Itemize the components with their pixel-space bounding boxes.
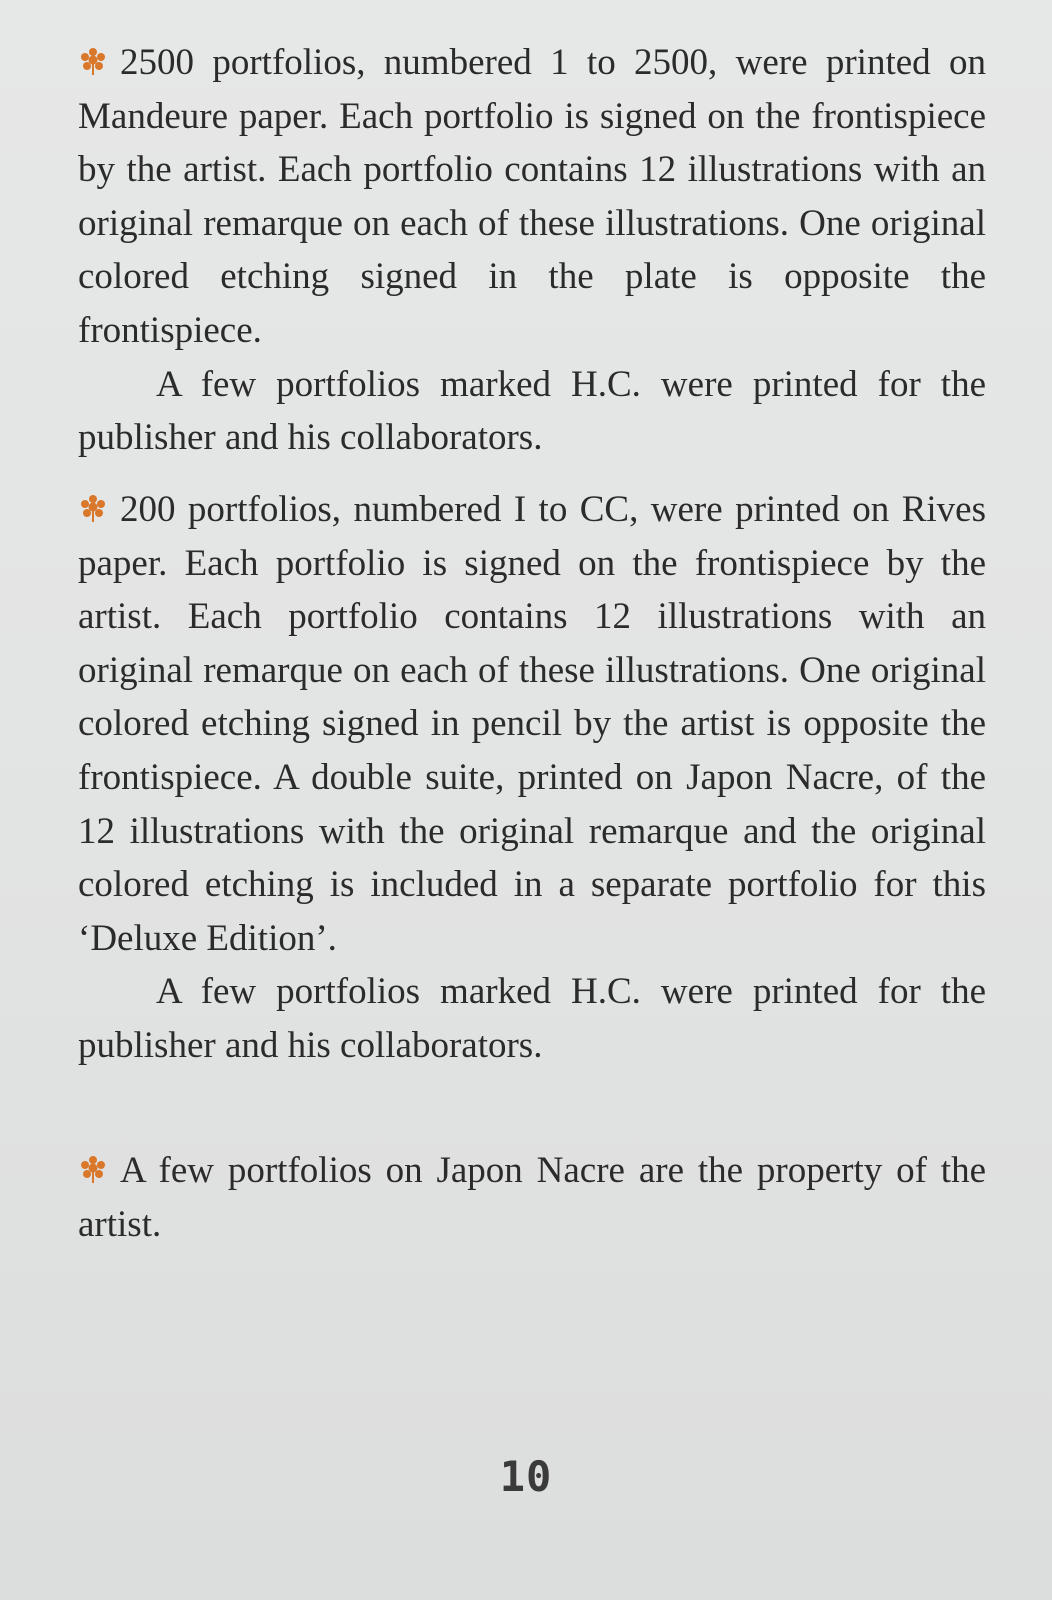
section-text: 200 portfolios, numbered I to CC, were printed on Rives paper. Each portfolio is signed on the frontispiece by the artist. Each portfolio contains 12 illustrations with an original remarque on each of these illustrations. One original colored etching signed in pencil by the artist is opposite the frontispiece. A double suite, printed on Japon Nacre, of the 12 illustrations with the original remarque and the original colored etching is included in a separate portfolio for this ‘Deluxe Edition’.: [78, 489, 986, 959]
section-text: A few portfolios on Japon Nacre are the property of the artist.: [78, 1150, 986, 1245]
edition-section-mandeure: [78, 36, 986, 465]
section-note: A few portfolios marked H.C. were printed for the publisher and his collaborators.: [78, 363, 986, 459]
page-number: 10: [499, 1452, 553, 1501]
flower-ornament-icon: [78, 1154, 108, 1184]
flower-ornament-icon: [78, 493, 108, 523]
section-paragraph: [78, 36, 986, 358]
edition-section-japon-nacre: [78, 1144, 986, 1251]
section-paragraph: [78, 1144, 986, 1251]
section-paragraph: [78, 483, 986, 965]
edition-section-rives: [78, 483, 986, 1073]
section-note: A few portfolios marked H.C. were printed for the publisher and his collaborators.: [78, 971, 986, 1066]
section-text: 2500 portfolios, numbered 1 to 2500, were printed on Mandeure paper. Each portfolio is signed on the frontispiece by the artist. Each portfolio contains 12 illustrations with an original remarque on each of these illustrations. One original colored etching signed in the plate is opposite the frontispiece.: [78, 42, 986, 351]
flower-ornament-icon: [78, 46, 108, 76]
